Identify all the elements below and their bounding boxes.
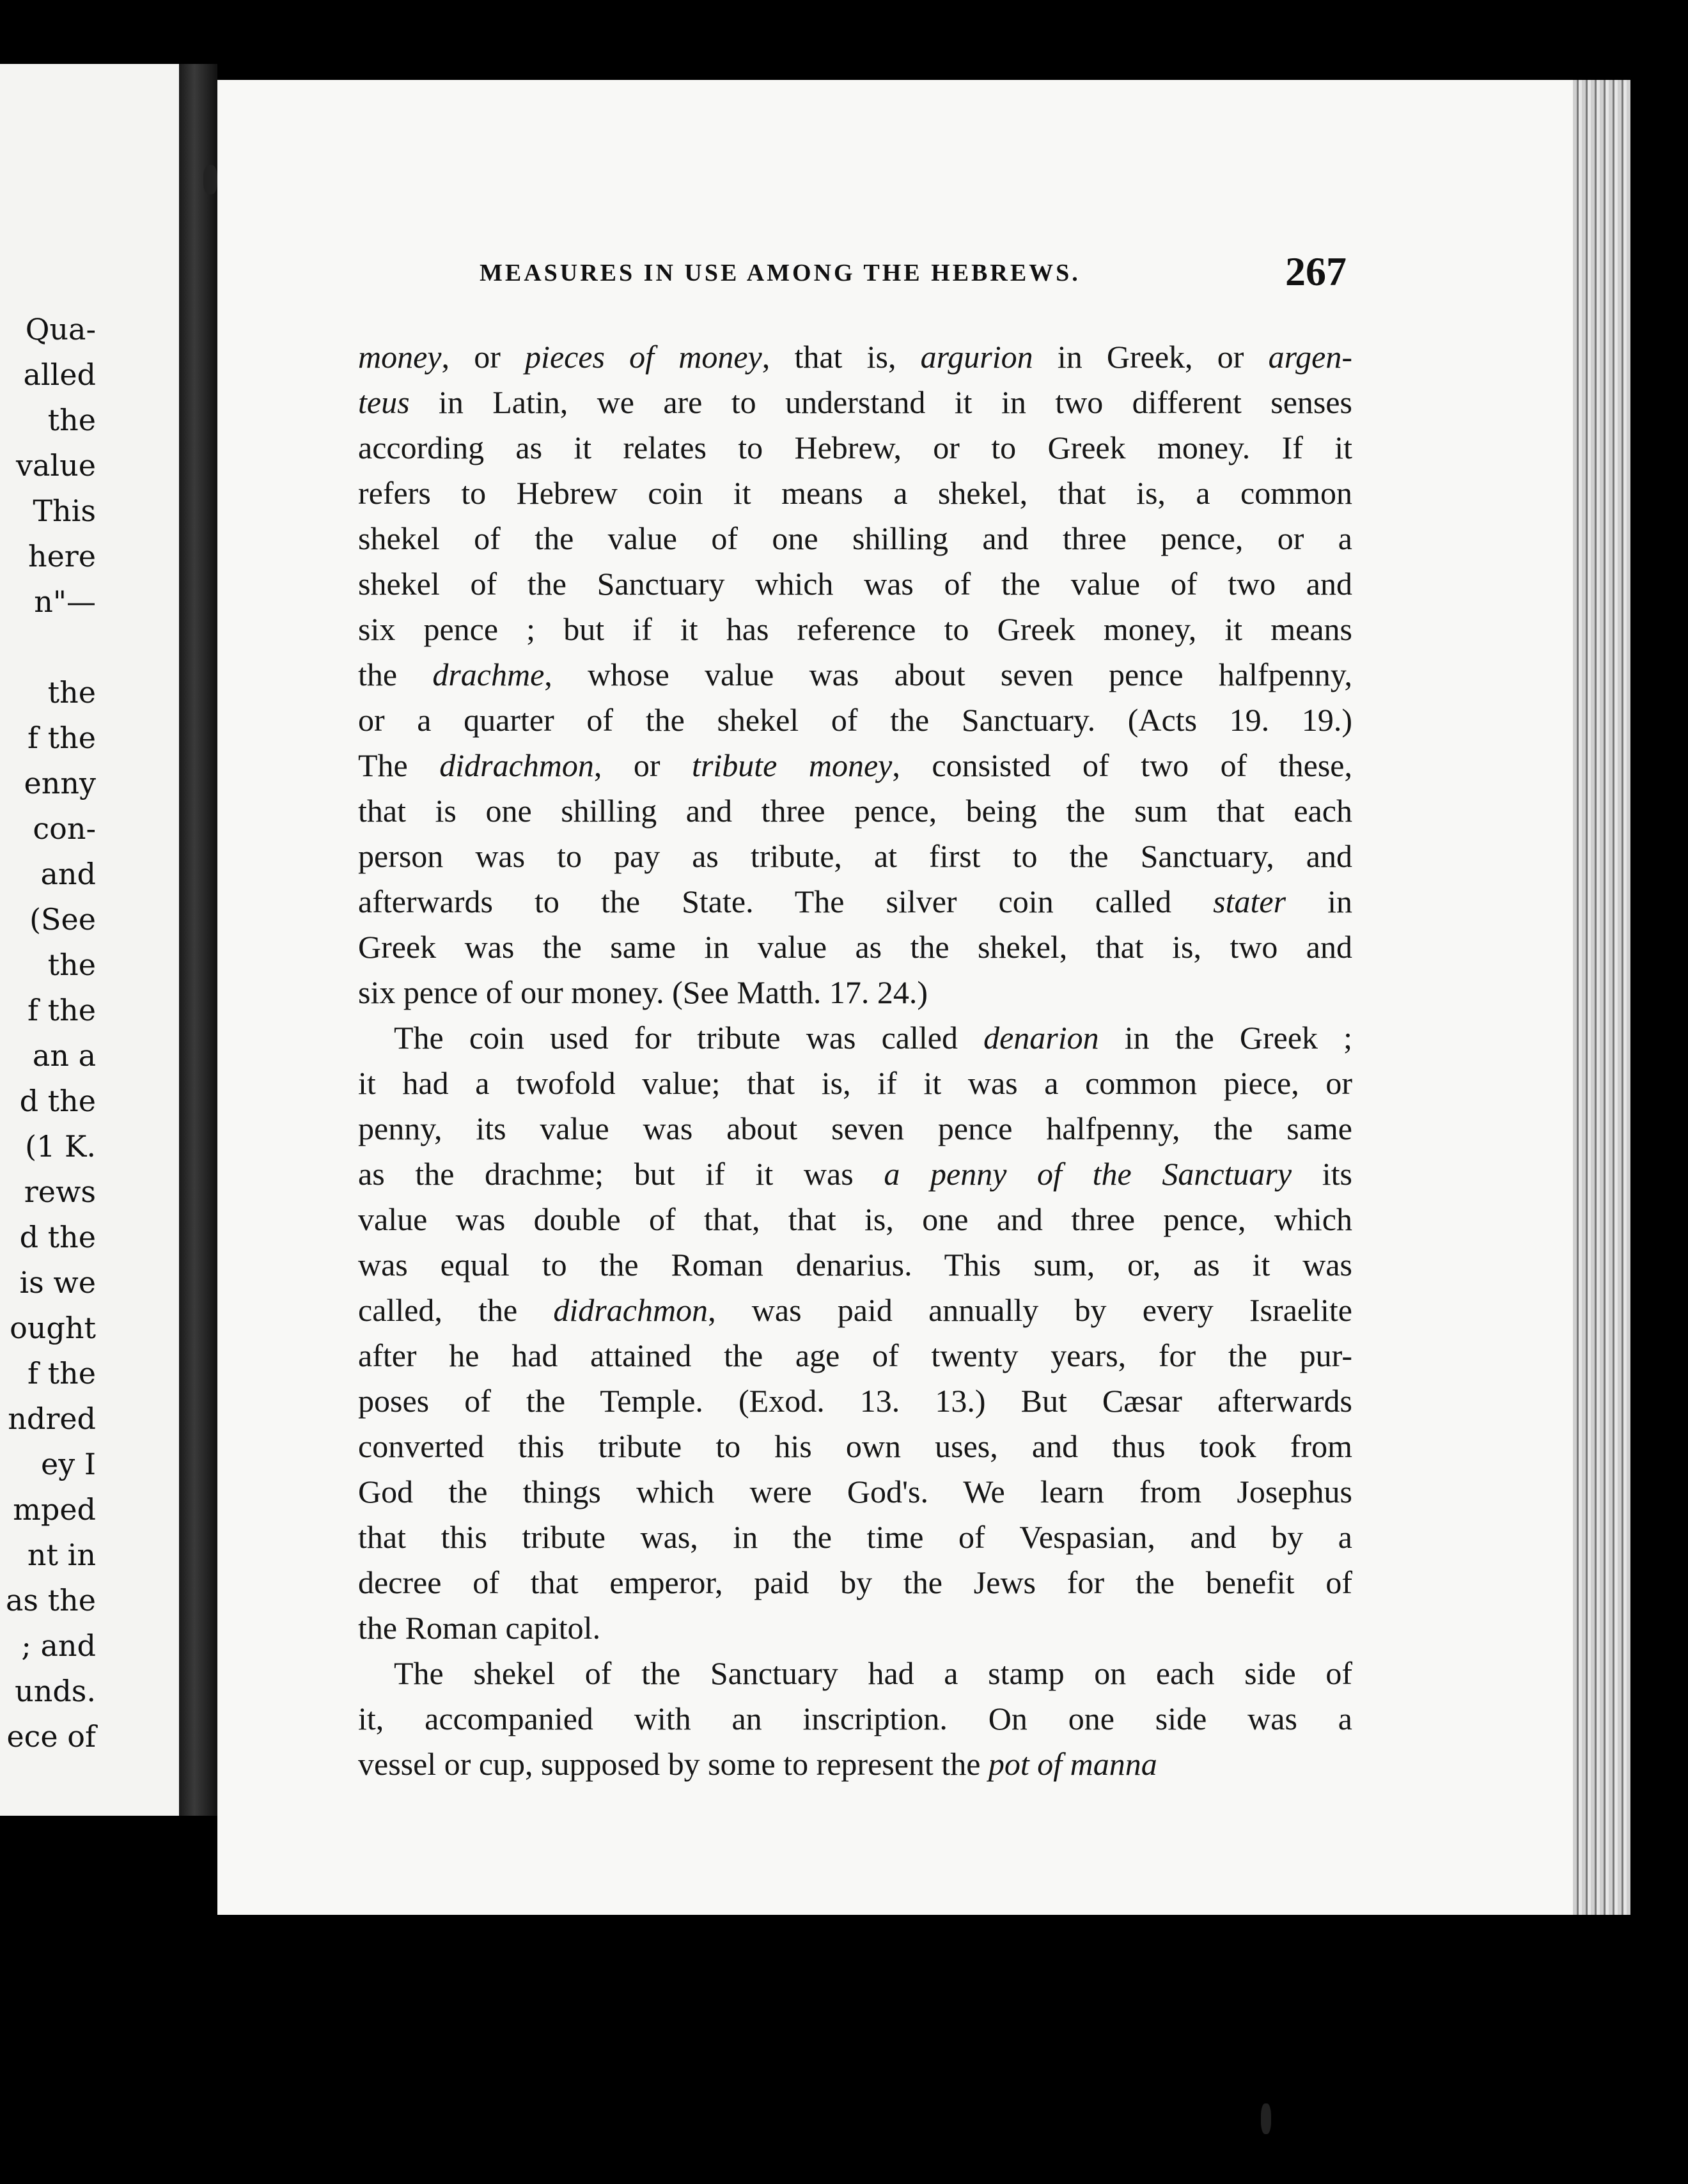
text-line <box>358 743 1352 788</box>
facing-page-fragment: and <box>40 857 96 891</box>
italic-text: stater <box>1213 884 1286 919</box>
text-run: , whose value was about seven pence halfpenny, <box>544 657 1352 692</box>
facing-page-text-fragments <box>0 307 96 1759</box>
text-run: , or <box>441 339 526 375</box>
facing-page-fragment: nt in <box>27 1538 96 1572</box>
text-line <box>358 834 1352 879</box>
facing-page-fragment: the <box>47 675 96 710</box>
facing-page-fragment <box>0 625 96 670</box>
text-line <box>358 788 1352 834</box>
text-run: afterwards to the State. The silver coin called <box>358 884 1214 919</box>
text-run: it had a twofold value; that is, if it was a common piece, or <box>358 1065 1352 1101</box>
text-line <box>358 1197 1352 1242</box>
text-run: in Greek, or <box>1033 339 1269 375</box>
facing-page-fragment: f the <box>27 1356 96 1391</box>
text-line <box>358 1333 1352 1378</box>
text-line <box>358 1469 1352 1515</box>
text-line <box>358 1015 1352 1061</box>
text-line <box>358 607 1352 652</box>
running-head: MEASURES IN USE AMONG THE HEBREWS. <box>480 260 1081 286</box>
italic-text: argen- <box>1268 339 1353 375</box>
text-run: according as it relates to Hebrew, or to Greek money. If it <box>358 430 1352 465</box>
text-line <box>358 924 1352 970</box>
text-line <box>358 471 1352 516</box>
italic-text: money <box>358 339 442 375</box>
text-run: The coin used for tribute was called <box>394 1020 984 1056</box>
text-line <box>358 1742 1352 1787</box>
text-run: penny, its value was about seven pence halfpenny, the same <box>358 1111 1352 1146</box>
facing-page-fragment: d the <box>19 1084 96 1118</box>
text-run: in Latin, we are to understand it in two different senses <box>409 384 1352 420</box>
text-line <box>358 970 1352 1015</box>
facing-page-fragment: n"— <box>34 584 96 619</box>
text-line <box>358 1378 1352 1424</box>
text-run: vessel or cup, supposed by some to represent the <box>358 1746 989 1782</box>
text-line <box>358 698 1352 743</box>
page-edge <box>1573 80 1630 1915</box>
text-run: The <box>358 747 440 783</box>
text-run: , was paid annually by every Israelite <box>708 1292 1352 1328</box>
facing-page-fragment: ndred <box>8 1401 96 1436</box>
facing-page-fragment: an a <box>32 1038 96 1073</box>
text-run: or a quarter of the shekel of the Sanctuary. (Acts 19. 19.) <box>358 702 1352 738</box>
text-run: refers to Hebrew coin it means a shekel, that is, a common <box>358 475 1352 511</box>
facing-page-fragment: enny <box>24 766 96 800</box>
ink-blot <box>203 165 217 194</box>
italic-text: denarion <box>983 1020 1099 1056</box>
italic-text: teus <box>358 384 410 420</box>
facing-page-fragment: con- <box>33 811 96 846</box>
facing-page-fragment: alled <box>23 357 96 392</box>
text-line <box>358 1560 1352 1605</box>
text-line <box>358 425 1352 471</box>
facing-page-fragment: ece of <box>6 1719 96 1754</box>
facing-page-fragment: unds. <box>15 1674 96 1708</box>
facing-page-fragment: the <box>47 403 96 437</box>
text-run: its <box>1292 1156 1352 1192</box>
text-line <box>358 1242 1352 1288</box>
text-run: as the drachme; but if it was <box>358 1156 884 1192</box>
text-run: shekel of the value of one shilling and three pence, or a <box>358 520 1352 556</box>
italic-text: pot of manna <box>988 1746 1157 1782</box>
text-line <box>358 516 1352 561</box>
text-run: was equal to the Roman denarius. This sum, or, as it was <box>358 1247 1352 1283</box>
text-run: called, the <box>358 1292 554 1328</box>
italic-text: argurion <box>920 339 1033 375</box>
page-number: 267 <box>1285 249 1347 294</box>
italic-text: didrachmon <box>439 747 594 783</box>
facing-page-fragment: ought <box>10 1311 96 1345</box>
text-run: in <box>1286 884 1352 919</box>
italic-text: a penny of the Sanctuary <box>884 1156 1292 1192</box>
facing-page <box>0 64 179 1816</box>
text-line <box>358 1605 1352 1651</box>
text-line <box>358 879 1352 924</box>
text-line <box>358 1151 1352 1197</box>
ink-blot <box>1261 2103 1271 2134</box>
facing-page-fragment: (See <box>29 902 96 937</box>
text-line <box>358 1515 1352 1560</box>
facing-page-fragment: rews <box>24 1174 96 1209</box>
text-run: Greek was the same in value as the shekel, that is, two and <box>358 929 1352 965</box>
italic-text: tribute money <box>692 747 893 783</box>
italic-text: didrachmon <box>553 1292 708 1328</box>
text-run: six pence ; but if it has reference to Greek money, it means <box>358 611 1352 647</box>
text-line <box>358 1651 1352 1696</box>
facing-page-fragment: mped <box>13 1492 96 1527</box>
text-run: poses of the Temple. (Exod. 13. 13.) But Cæsar afterwards <box>358 1383 1352 1419</box>
text-run: the <box>358 657 433 692</box>
body-text <box>358 334 1352 1787</box>
book-gutter <box>179 64 217 1816</box>
facing-page-fragment: the <box>47 948 96 982</box>
text-line <box>358 652 1352 698</box>
text-line <box>358 1061 1352 1106</box>
text-run: person was to pay as tribute, at first to the Sanctuary, and <box>358 838 1352 874</box>
text-run: value was double of that, that is, one and three pence, which <box>358 1201 1352 1237</box>
facing-page-fragment: ey I <box>40 1447 96 1481</box>
italic-text: drachme <box>432 657 545 692</box>
facing-page-fragment: f the <box>27 721 96 755</box>
facing-page-fragment: as the <box>6 1583 96 1618</box>
facing-page-fragment: This <box>33 494 96 528</box>
text-run: , consisted of two of these, <box>892 747 1352 783</box>
text-line <box>358 1696 1352 1742</box>
text-run: , that is, <box>762 339 921 375</box>
facing-page-fragment: d the <box>19 1220 96 1254</box>
text-run: converted this tribute to his own uses, and thus took from <box>358 1428 1352 1464</box>
facing-page-fragment: (1 K. <box>25 1129 96 1164</box>
text-run: that is one shilling and three pence, being the sum that each <box>358 793 1352 829</box>
text-run: six pence of our money. (See Matth. 17. 24.) <box>358 974 928 1010</box>
facing-page-fragment: here <box>27 539 96 573</box>
text-line <box>358 334 1352 380</box>
facing-page-fragment: ; and <box>21 1628 96 1663</box>
text-run: that this tribute was, in the time of Vespasian, and by a <box>358 1519 1352 1555</box>
text-run: it, accompanied with an inscription. On one side was a <box>358 1701 1352 1736</box>
text-run: decree of that emperor, paid by the Jews for the benefit of <box>358 1564 1352 1600</box>
text-line <box>358 1106 1352 1151</box>
text-run: the Roman capitol. <box>358 1610 601 1646</box>
text-run: The shekel of the Sanctuary had a stamp on each side of <box>394 1655 1352 1691</box>
text-run: , or <box>593 747 692 783</box>
text-run: shekel of the Sanctuary which was of the value of two and <box>358 566 1352 602</box>
text-line <box>358 380 1352 425</box>
text-run: in the Greek ; <box>1098 1020 1352 1056</box>
italic-text: pieces of money <box>525 339 762 375</box>
text-run: God the things which were God's. We learn from Josephus <box>358 1474 1352 1509</box>
text-line <box>358 1424 1352 1469</box>
facing-page-fragment: f the <box>27 993 96 1027</box>
text-line <box>358 1288 1352 1333</box>
facing-page-fragment: is we <box>19 1265 96 1300</box>
text-line <box>358 561 1352 607</box>
facing-page-fragment: value <box>16 448 96 483</box>
facing-page-fragment: Qua- <box>25 312 96 347</box>
text-run: after he had attained the age of twenty years, for the pur- <box>358 1338 1352 1373</box>
